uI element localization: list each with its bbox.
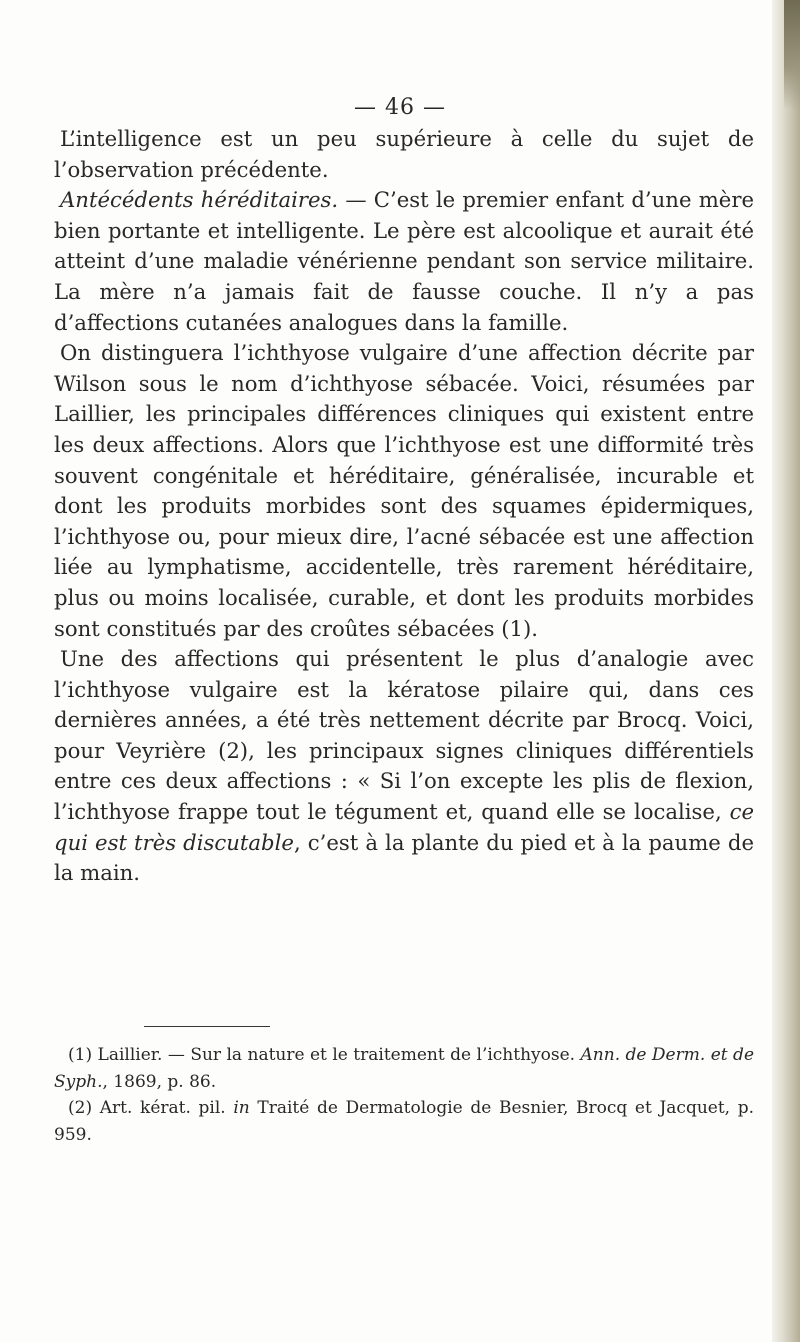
footnote-2-in: in [233,1098,250,1118]
footnotes [54,1042,754,1148]
footnote-2-text-1: (2) Art. kérat. pil. [68,1098,234,1118]
footnote-1-text-1: (1) Laillier. — Sur la nature et le traitement de l’ichthyose. [68,1045,581,1065]
paragraph-antecedents [54,185,754,338]
keratose-italic: ce qui est très discutable [54,799,754,855]
keratose-text-2: , c’est à la plante du pied et à la paume de la main. [54,829,755,886]
paragraph-ichthyose-sebacee: On distinguera l’ichthyose vulgaire d’une affection décrite par Wilson sous le nom d’ichthyose sébacée. Voici, résumées par Laillier, les principales différences cliniques qui existent entre les deux affections. Alors que l’ichthyose est une difformité très souvent congénitale et héréditaire, généralisée, incurable et dont les produits morbides sont des squames épidermiques, l’ichthyose ou, pour mieux dire, l’acné sébacée est une affection liée au lymphatisme, accidentelle, très rarement héréditaire, plus ou moins localisée, curable, et dont les produits morbides sont constitués par des croûtes sébacées (1). [54,340,754,641]
body-text [54,124,754,889]
antecedents-heading: Antécédents héréditaires. [60,187,339,213]
paragraph-intelligence: L’intelligence est un peu supérieure à celle du sujet de l’observation précédente. [54,126,754,182]
footnote-1-text-2: , 1869, p. 86. [102,1071,217,1092]
footnote-1 [54,1042,754,1095]
antecedents-text: — C’est le premier enfant d’une mère bien portante et intelligente. Le père est alcoolique et aurait été atteint d’une maladie vénérienne pendant son service militaire. La mère n’a jamais fait de fausse couche. Il n’y a pas d’affections cutanées analogues dans la famille. [54,187,754,335]
footnote-2-text-2: Traité de Dermatologie de Besnier, Brocq et Jacquet, p. 959. [54,1098,755,1145]
page-edge-mark [784,0,800,110]
paragraph-keratose-pilaire [54,644,754,889]
keratose-text-1: Une des affections qui présentent le plus d’analogie avec l’ichthyose vulgaire est la kératose pilaire qui, dans ces dernières années, a été très nettement décrite par Brocq. Voici, pour Veyrière (2), les principaux signes cliniques différentiels entre ces deux affections : « Si l’on excepte les plis de flexion, l’ichthyose frappe tout le tégument et, quand elle se localise, [54,646,754,825]
footnote-separator [144,1026,270,1027]
footnote-1-journal: Ann. de Derm. et de Syph. [54,1045,754,1092]
page-number: — 46 — [354,95,446,120]
footnote-2 [54,1095,754,1148]
page-edge-shadow [772,0,800,1342]
